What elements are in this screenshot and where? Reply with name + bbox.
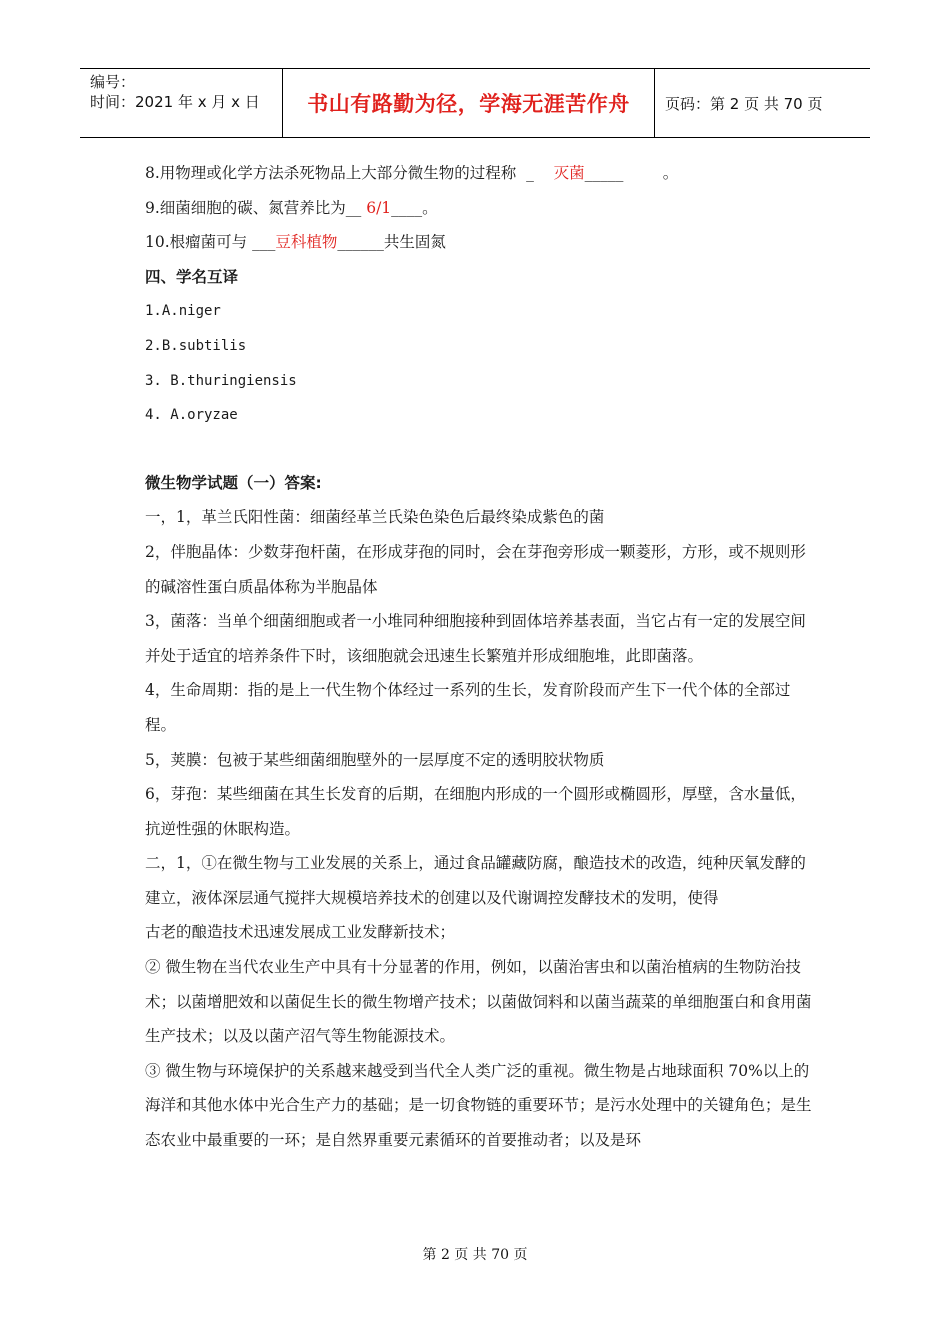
- page-footer: 第 2 页 共 70 页: [422, 1247, 528, 1263]
- answer-item: 2，伴胞晶体：少数芽孢杆菌，在形成芽孢的同时，会在芽孢旁形成一颗菱形，方形，或不规则形的碱溶性蛋白质晶体称为半胞晶体: [145, 542, 806, 596]
- q10-text: 10.根瘤菌可与 ___: [145, 233, 276, 252]
- q10-blank: ______共生固氮: [337, 233, 446, 252]
- answer-item: 一，1，革兰氏阳性菌：细菌经革兰氏染色染色后最终染成紫色的菌: [145, 508, 605, 527]
- question-9: [145, 191, 813, 226]
- section-4-title: 四、学名互译: [145, 267, 239, 286]
- q8-answer: 灭菌: [553, 164, 585, 182]
- answer-title: 微生物学试题（一）答案:: [145, 473, 322, 492]
- answer-item: 5，荚膜：包被于某些细菌细胞壁外的一层厚度不定的透明胶状物质: [145, 750, 605, 769]
- page-header: [80, 68, 870, 138]
- q10-answer: 豆科植物: [275, 233, 338, 252]
- name-item: 4. A.oryzae: [145, 407, 238, 424]
- answer-item: ③ 微生物与环境保护的关系越来越受到当代全人类广泛的重视。微生物是占地球面积 70%以上的海洋和其他水体中光合生产力的基础；是一切食物链的重要环节；是污水处理中的关键角色；是生态农业中最重要的一环；是自然界重要元素循环的首要推动者；以及是环: [145, 1061, 812, 1150]
- q8-blank: _____ 。: [584, 164, 679, 182]
- name-item: 2.B.subtilis: [145, 337, 247, 354]
- name-item: 3. B.thuringiensis: [145, 372, 297, 389]
- answer-item: 二，1，①在微生物与工业发展的关系上，通过食品罐藏防腐，酿造技术的改造，纯种厌氧发酵的建立，液体深层通气搅拌大规模培养技术的创建以及代谢调控发酵技术的发明，使得: [145, 854, 806, 907]
- answer-item: 4，生命周期：指的是上一代生物个体经过一系列的生长，发育阶段而产生下一代个体的全部过程。: [145, 681, 791, 734]
- answer-item: 3，菌落：当单个细菌细胞或者一小堆同种细胞接种到固体培养基表面，当它占有一定的发展空间并处于适宜的培养条件下时，该细胞就会迅速生长繁殖并形成细胞堆，此即菌落。: [145, 612, 806, 665]
- header-info: [80, 69, 282, 137]
- question-8: [145, 156, 813, 191]
- header-motto: 书山有路勤为径，学海无涯苦作舟: [282, 69, 655, 137]
- document-body: [145, 156, 813, 1158]
- answer-item: 古老的酿造技术迅速发展成工业发酵新技术；: [145, 923, 456, 942]
- answer-item: 6，芽孢：某些细菌在其生长发育的后期，在细胞内形成的一个圆形或椭圆形，厚壁，含水量低，抗逆性强的休眠构造。: [145, 785, 806, 838]
- q9-blank: ____。: [391, 198, 438, 217]
- q9-answer: 6/1: [366, 198, 392, 217]
- q9-text: 9.细菌细胞的碳、氮营养比为__: [145, 198, 367, 217]
- time-label: 时间：2021 年 x 月 x 日: [90, 93, 260, 111]
- spacer: [145, 433, 813, 466]
- name-item: 1.A.niger: [145, 303, 221, 320]
- number-label: 编号：: [90, 73, 136, 91]
- q8-text: 8.用物理或化学方法杀死物品上大部分微生物的过程称 _: [145, 164, 554, 182]
- answer-item: ② 微生物在当代农业生产中具有十分显著的作用，例如，以菌治害虫和以菌治植病的生物防治技术；以菌增肥效和以菌促生长的微生物增产技术；以菌做饲料和以菌当蔬菜的单细胞蛋白和食用菌生产技术；以及以菌产沼气等生物能源技术。: [145, 958, 812, 1046]
- question-10: [145, 225, 813, 260]
- header-page-code: 页码：第 2 页 共 70 页: [665, 94, 823, 113]
